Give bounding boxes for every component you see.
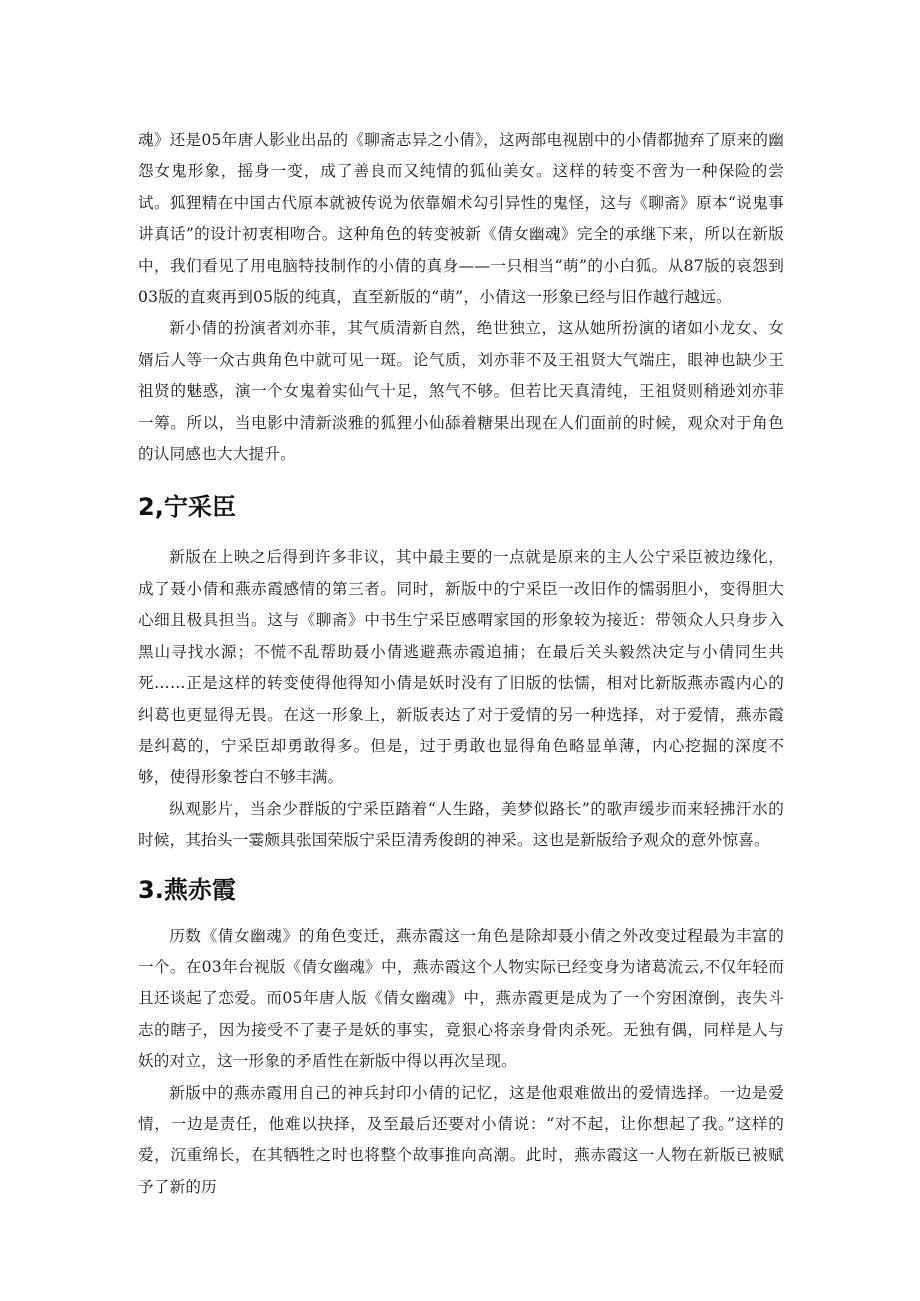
body-paragraph: 历数《倩女幽魂》的角色变迁，燕赤霞这一角色是除却聂小倩之外改变过程最为丰富的一个。在03年台视版《倩女幽魂》中，燕赤霞这个人物实际已经变身为诸葛流云,不仅年轻而且还谈起了恋爱。而05年唐人版《倩女幽魂》中，燕赤霞更是成为了一个穷困潦倒，丧失斗志的瞎子，因为接受不了妻子是妖的事实，竟狠心将亲身骨肉杀死。无独有偶，同样是人与妖的对立，这一形象的矛盾性在新版中得以再次呈现。: [138, 926, 784, 1071]
body-paragraph: 新版在上映之后得到许多非议，其中最主要的一点就是原来的主人公宁采臣被边缘化，成了聂小倩和燕赤霞感情的第三者。同时，新版中的宁采臣一改旧作的懦弱胆小，变得胆大心细且极具担当。这与《聊斋》中书生宁采臣感喟家国的形象较为接近：带领众人只身步入黑山寻找水源；不慌不乱帮助聂小倩逃避燕赤霞追捕；在最后关头毅然决定与小倩同生共死……正是这样的转变使得他得知小倩是妖时没有了旧版的怯懦，相对比新版燕赤霞内心的纠葛也更显得无畏。在这一形象上，新版表达了对于爱情的另一种选择，对于爱情，燕赤霞是纠葛的，宁采臣却勇敢得多。但是，过于勇敢也显得角色略显单薄，内心挖掘的深度不够，使得形象苍白不够丰满。: [138, 548, 784, 787]
section-heading-ning-caichen: 2,宁采臣: [138, 493, 236, 522]
body-paragraph: 纵观影片，当余少群版的宁采臣踏着“人生路，美梦似路长”的歌声缓步而来轻拂汗水的时候，其抬头一霎颇具张国荣版宁采臣清秀俊朗的神采。这也是新版给予观众的意外惊喜。: [138, 799, 784, 850]
document-page: [138, 125, 784, 1203]
body-paragraph: 魂》还是05年唐人影业出品的《聊斋志异之小倩》，这两部电视剧中的小倩都抛弃了原来的幽怨女鬼形象，摇身一变，成了善良而又纯情的狐仙美女。这样的转变不啻为一种保险的尝试。狐狸精在中国古代原本就被传说为依靠媚术勾引异性的鬼怪，这与《聊斋》原本“说鬼事讲真话”的设计初衷相吻合。这种角色的转变被新《倩女幽魂》完全的承继下来，所以在新版中，我们看见了用电脑特技制作的小倩的真身——一只相当“萌”的小白狐。从87版的哀怨到03版的直爽再到05版的纯真，直至新版的“萌”，小倩这一形象已经与旧作越行越远。: [138, 131, 784, 307]
body-paragraph: 新版中的燕赤霞用自己的神兵封印小倩的记忆，这是他艰难做出的爱情选择。一边是爱情，一边是责任，他难以抉择，及至最后还要对小倩说：“对不起，让你想起了我。”这样的爱，沉重绵长，在其牺牲之时也将整个故事推向高潮。此时，燕赤霞这一人物在新版已被赋予了新的历: [138, 1083, 784, 1196]
section-heading-yan-chixia: 3.燕赤霞: [138, 875, 236, 904]
body-paragraph: 新小倩的扮演者刘亦菲，其气质清新自然，绝世独立，这从她所扮演的诸如小龙女、女婿后人等一众古典角色中就可见一斑。论气质，刘亦菲不及王祖贤大气端庄，眼神也缺少王祖贤的魅惑，演一个女鬼着实仙气十足，煞气不够。但若比天真清纯，王祖贤则稍逊刘亦菲一筹。所以，当电影中清新淡雅的狐狸小仙舔着糖果出现在人们面前的时候，观众对于角色的认同感也大大提升。: [138, 319, 784, 464]
